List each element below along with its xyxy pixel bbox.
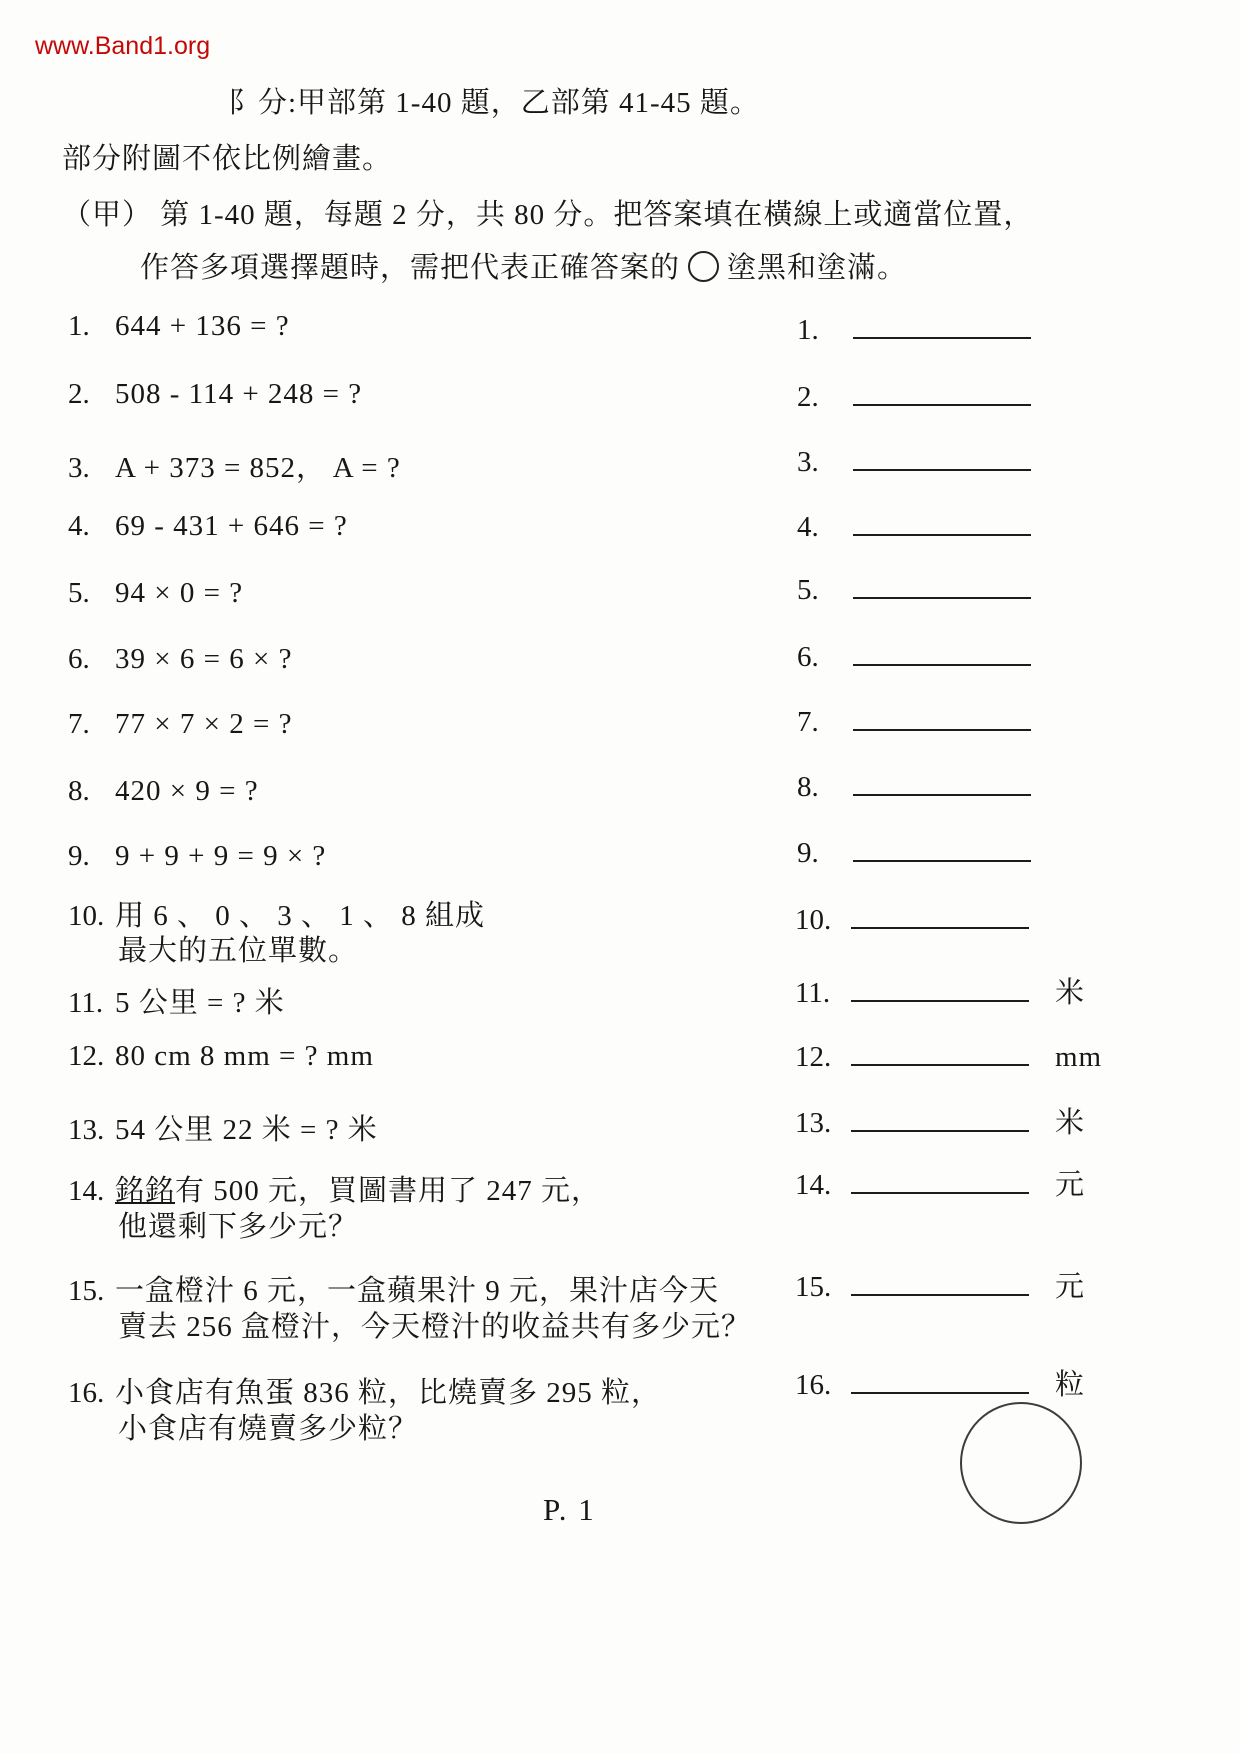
question-text-line2: 他還剩下多少元？: [118, 1211, 359, 1243]
question-text: 420 × 9 = ?: [115, 775, 259, 807]
answer-unit: 元: [1055, 1271, 1086, 1303]
answer-number: 12.: [795, 1041, 832, 1073]
question-text: 9 + 9 + 9 = 9 × ?: [115, 840, 327, 872]
answer-blank-7[interactable]: [853, 697, 1031, 731]
question-number: 16.: [68, 1377, 105, 1409]
answer-number: 10.: [795, 904, 832, 936]
question-number: 4.: [68, 510, 90, 542]
answer-row-10: [795, 895, 1029, 937]
answer-unit: 元: [1055, 1169, 1086, 1201]
answer-blank-6[interactable]: [853, 632, 1031, 666]
question-text: 用 6 、 0 、 3 、 1 、 8 組成: [115, 900, 486, 932]
page-number: P. 1: [543, 1492, 596, 1527]
question-row-1: [68, 310, 290, 343]
question-row-12: [68, 1040, 374, 1073]
answer-blank-9[interactable]: [853, 828, 1031, 862]
question-row-15-line2: [118, 1304, 751, 1345]
answer-blank-2[interactable]: [853, 372, 1031, 406]
circle-mark: [960, 1402, 1082, 1524]
question-row-13: [68, 1107, 378, 1148]
question-row-16-line2: [118, 1406, 418, 1447]
question-row-4: [68, 510, 348, 543]
answer-blank-3[interactable]: [853, 437, 1031, 471]
question-number: 15.: [68, 1275, 105, 1307]
answer-row-11: [795, 968, 1085, 1011]
answer-blank-16[interactable]: [851, 1360, 1029, 1394]
answer-number: 8.: [797, 771, 819, 803]
header-instructions-line: （甲） 第 1-40 題，每題 2 分，共 80 分。把答案填在橫線上或適當位置，: [62, 199, 1034, 231]
answer-row-4: [797, 502, 1031, 544]
question-row-3: [68, 445, 401, 486]
question-row-10-line2: [118, 928, 358, 969]
answer-row-8: [797, 762, 1031, 804]
question-number: 1.: [68, 310, 90, 342]
header-mc-instructions: [140, 245, 907, 286]
question-text-underlined: 銘銘: [115, 1175, 176, 1207]
question-row-14-line2: [118, 1204, 358, 1245]
answer-number: 9.: [797, 837, 819, 869]
answer-unit: mm: [1055, 1041, 1103, 1073]
answer-row-7: [797, 697, 1031, 739]
header-note-line: 部分附圖不依比例繪畫。: [62, 143, 393, 175]
question-number: 3.: [68, 452, 90, 484]
question-row-11: [68, 980, 285, 1021]
question-number: 12.: [68, 1040, 105, 1072]
answer-unit: 粒: [1055, 1369, 1086, 1401]
answer-bubble-icon: [688, 251, 719, 282]
answer-number: 16.: [795, 1369, 832, 1401]
question-number: 9.: [68, 840, 90, 872]
answer-row-6: [797, 632, 1031, 674]
header-section-line: 阝分:甲部第 1-40 題，乙部第 41-45 題。: [228, 87, 760, 119]
answer-row-3: [797, 437, 1031, 479]
answer-unit: 米: [1055, 977, 1086, 1009]
answer-number: 2.: [797, 381, 819, 413]
question-row-14: [68, 1168, 601, 1209]
question-number: 13.: [68, 1114, 105, 1146]
question-text: A + 373 = 852， A = ?: [115, 452, 401, 484]
answer-row-14: [795, 1160, 1085, 1203]
answer-number: 11.: [795, 977, 831, 1009]
answer-number: 7.: [797, 706, 819, 738]
question-row-16: [68, 1370, 661, 1411]
answer-row-1: [797, 305, 1031, 347]
question-text: 94 × 0 = ?: [115, 577, 244, 609]
question-text: 54 公里 22 米 = ? 米: [115, 1114, 378, 1146]
question-text: 77 × 7 × 2 = ?: [115, 708, 293, 740]
answer-blank-8[interactable]: [853, 762, 1031, 796]
question-number: 6.: [68, 643, 90, 675]
answer-number: 4.: [797, 511, 819, 543]
question-text: 69 - 431 + 646 = ?: [115, 510, 348, 542]
question-text-line2: 賣去 256 盒橙汁，今天橙汁的收益共有多少元？: [118, 1311, 752, 1343]
question-text: 一盒橙汁 6 元，一盒蘋果汁 9 元，果汁店今天: [115, 1275, 720, 1307]
watermark-url: www.Band1.org: [35, 32, 211, 60]
answer-blank-1[interactable]: [853, 305, 1031, 339]
answer-blank-13[interactable]: [851, 1098, 1029, 1132]
answer-blank-4[interactable]: [853, 502, 1031, 536]
question-text: 有 500 元，買圖書用了 247 元，: [175, 1175, 602, 1207]
answer-row-9: [797, 828, 1031, 870]
question-row-6: [68, 643, 292, 676]
question-row-2: [68, 378, 362, 411]
answer-blank-15[interactable]: [851, 1262, 1029, 1296]
header-mc-text-before: 作答多項選擇題時，需把代表正確答案的: [140, 252, 681, 284]
answer-number: 5.: [797, 574, 819, 606]
question-number: 14.: [68, 1175, 105, 1207]
question-text: 644 + 136 = ?: [115, 310, 290, 342]
question-number: 8.: [68, 775, 90, 807]
question-number: 10.: [68, 900, 105, 932]
answer-number: 15.: [795, 1271, 832, 1303]
question-number: 2.: [68, 378, 90, 410]
answer-blank-11[interactable]: [851, 968, 1029, 1002]
answer-row-15: [795, 1262, 1085, 1305]
question-row-8: [68, 775, 259, 808]
answer-number: 1.: [797, 314, 819, 346]
question-row-9: [68, 840, 326, 873]
answer-row-12: [795, 1032, 1102, 1074]
answer-blank-12[interactable]: [851, 1032, 1029, 1066]
question-text: 小食店有魚蛋 836 粒，比燒賣多 295 粒，: [115, 1377, 662, 1409]
answer-row-13: [795, 1098, 1085, 1141]
question-row-15: [68, 1268, 719, 1309]
answer-number: 13.: [795, 1107, 832, 1139]
question-number: 5.: [68, 577, 90, 609]
question-text: 39 × 6 = 6 × ?: [115, 643, 293, 675]
question-text-line2: 最大的五位單數。: [118, 935, 359, 967]
answer-blank-14[interactable]: [851, 1160, 1029, 1194]
answer-number: 14.: [795, 1169, 832, 1201]
question-text: 5 公里 = ? 米: [115, 987, 285, 1019]
answer-unit: 米: [1055, 1107, 1086, 1139]
question-row-7: [68, 708, 292, 741]
question-text-line2: 小食店有燒賣多少粒？: [118, 1413, 419, 1445]
header-mc-text-after: 塗黑和塗滿。: [727, 252, 908, 284]
answer-row-5: [797, 565, 1031, 607]
question-number: 11.: [68, 987, 104, 1019]
answer-row-16: [795, 1360, 1085, 1403]
answer-number: 6.: [797, 641, 819, 673]
question-number: 7.: [68, 708, 90, 740]
question-row-5: [68, 577, 243, 610]
answer-blank-5[interactable]: [853, 565, 1031, 599]
answer-row-2: [797, 372, 1031, 414]
answer-number: 3.: [797, 446, 819, 478]
question-text: 508 - 114 + 248 = ?: [115, 378, 363, 410]
question-text: 80 cm 8 mm = ? mm: [115, 1040, 374, 1072]
answer-blank-10[interactable]: [851, 895, 1029, 929]
